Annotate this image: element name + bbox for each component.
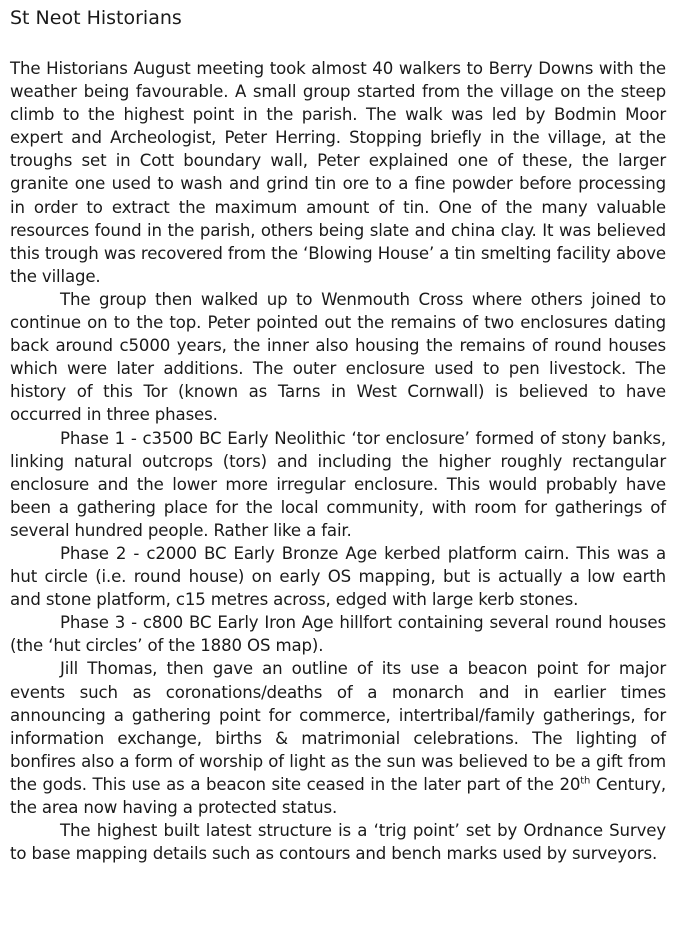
paragraph-enclosures: The group then walked up to Wenmouth Cross where others joined to continue on to the top. Peter pointed out the remains of two enclosures dating back around c5000 years, the inner also housing the remains of round houses which were later additions. The outer enclosure used to pen livestock. The history of this Tor (known as Tarns in West Cornwall) is believed to have occurred in three phases. xyxy=(10,289,666,425)
paragraph-phase-2: Phase 2 - c2000 BC Early Bronze Age kerbed platform cairn. This was a hut circle (i.e. round house) on early OS mapping, but is actually a low earth and stone platform, c15 metres across, edged with large kerb stones. xyxy=(10,543,666,610)
paragraph-beacon xyxy=(10,657,666,819)
paragraph-beacon-tail: Century, the area now having a protected status. xyxy=(10,774,666,817)
article xyxy=(10,6,666,865)
paragraph-phase-1: Phase 1 - c3500 BC Early Neolithic ‘tor enclosure’ formed of stony banks, linking natural outcrops (tors) and including the higher roughly rectangular enclosure and the lower more irregular enclosure. This would probably have been a gathering place for the local community, with room for gatherings of several hundred people. Rather like a fair. xyxy=(10,428,666,540)
paragraph-phase-3: Phase 3 - c800 BC Early Iron Age hillfort containing several round houses (the ‘hut circles’ of the 1880 OS map). xyxy=(10,613,666,656)
ordinal-suffix: th xyxy=(580,775,591,787)
paragraph-trig-point: The highest built latest structure is a ‘trig point’ set by Ordnance Survey to base mapping details such as contours and bench marks used by surveyors. xyxy=(10,821,666,864)
paragraph-beacon-text: Jill Thomas, then gave an outline of its use a beacon point for major events such as coronations/deaths of a monarch and in earlier times announcing a gathering point for commerce, intertribal/family gatherings, for information exchange, births & matrimonial celebrations. The lighting of bonfires also a form of worship of light as the sun was believed to be a gift from the gods. This use as a beacon site ceased in the later part of the 20 xyxy=(10,659,666,794)
article-title: St Neot Historians xyxy=(10,7,182,29)
paragraph-intro: The Historians August meeting took almost 40 walkers to Berry Downs with the weather being favourable. A small group started from the village on the steep climb to the highest point in the parish. The walk was led by Bodmin Moor expert and Archeologist, Peter Herring. Stopping briefly in the village, at the troughs set in Cott boundary wall, Peter explained one of these, the larger granite one used to wash and grind tin ore to a fine powder before processing in order to extract the maximum amount of tin. One of the many valuable resources found in the parish, others being slate and china clay. It was believed this trough was recovered from the ‘Blowing House’ a tin smelting facility above the village. xyxy=(10,59,666,286)
